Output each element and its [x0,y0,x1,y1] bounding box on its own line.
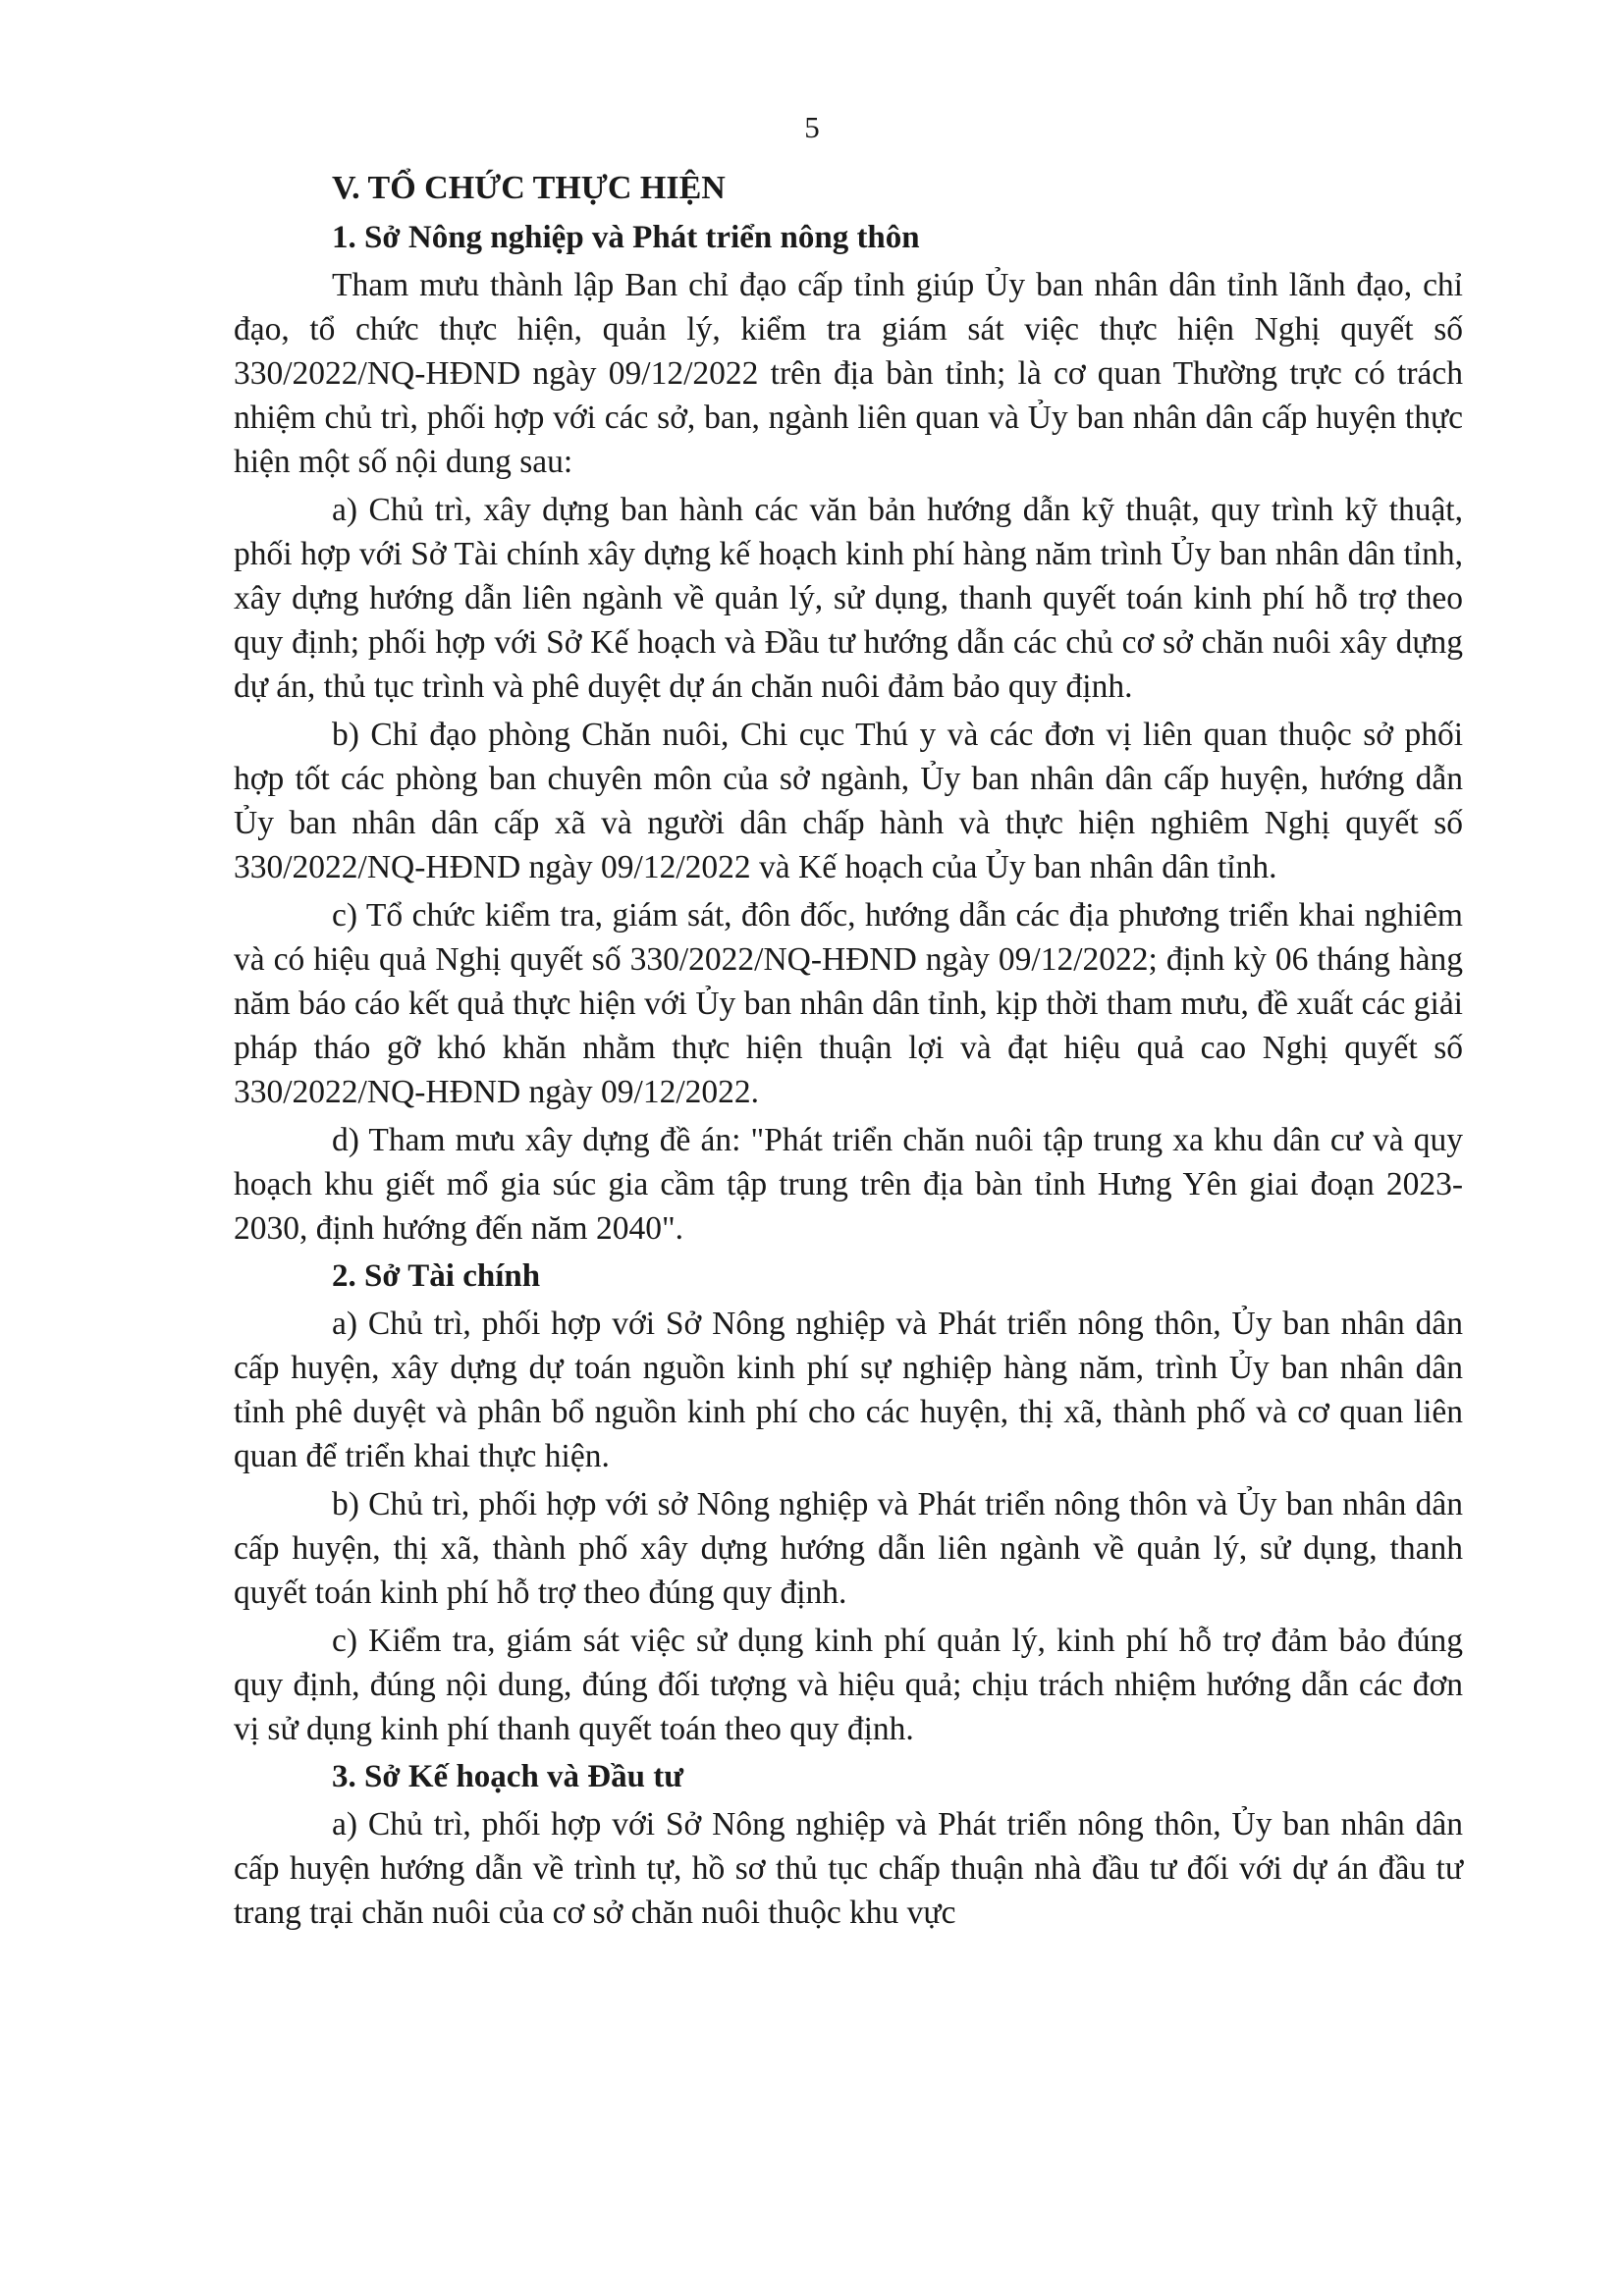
page-number: 5 [804,110,820,144]
section-2 [234,1255,1463,1751]
section-3 [234,1755,1463,1935]
paragraph: a) Chủ trì, phối hợp với Sở Nông nghiệp và Phát triển nông thôn, Ủy ban nhân dân cấp huyện, xây dựng dự toán nguồn kinh phí sự nghiệp hàng năm, trình Ủy ban nhân dân tỉnh phê duyệt và phân bổ nguồn kinh phí cho các huyện, thị xã, thành phố và cơ quan liên quan để triển khai thực hiện. [234,1306,1463,1474]
paragraph: a) Chủ trì, xây dựng ban hành các văn bản hướng dẫn kỹ thuật, quy trình kỹ thuật, phối hợp với Sở Tài chính xây dựng kế hoạch kinh phí hàng năm trình Ủy ban nhân dân tỉnh, xây dựng hướng dẫn liên ngành về quản lý, sử dụng, thanh quyết toán kinh phí hỗ trợ theo quy định; phối hợp với Sở Kế hoạch và Đầu tư hướng dẫn các chủ cơ sở chăn nuôi xây dựng dự án, thủ tục trình và phê duyệt dự án chăn nuôi đảm bảo quy định. [234,492,1463,705]
section-1 [234,216,1463,1251]
chapter-heading: V. TỔ CHỨC THỰC HIỆN [332,170,726,206]
paragraph: Tham mưu thành lập Ban chỉ đạo cấp tỉnh giúp Ủy ban nhân dân tỉnh lãnh đạo, chỉ đạo, tổ chức thực hiện, quản lý, kiểm tra giám sát việc thực hiện Nghị quyết số 330/2022/NQ-HĐND ngày 09/12/2022 trên địa bàn tỉnh; là cơ quan Thường trực có trách nhiệm chủ trì, phối hợp với các sở, ban, ngành liên quan và Ủy ban nhân dân cấp huyện thực hiện một số nội dung sau: [234,267,1463,480]
paragraph: c) Kiểm tra, giám sát việc sử dụng kinh phí quản lý, kinh phí hỗ trợ đảm bảo đúng quy định, đúng nội dung, đúng đối tượng và hiệu quả; chịu trách nhiệm hướng dẫn các đơn vị sử dụng kinh phí thanh quyết toán theo quy định. [234,1623,1463,1747]
paragraph: b) Chỉ đạo phòng Chăn nuôi, Chi cục Thú y và các đơn vị liên quan thuộc sở phối hợp tốt các phòng ban chuyên môn của sở ngành, Ủy ban nhân dân cấp huyện, hướng dẫn Ủy ban nhân dân cấp xã và người dân chấp hành và thực hiện nghiêm Nghị quyết số 330/2022/NQ-HĐND ngày 09/12/2022 và Kế hoạch của Ủy ban nhân dân tỉnh. [234,717,1463,885]
document-body [234,165,1463,1935]
section-title: 2. Sở Tài chính [332,1258,541,1294]
paragraph: c) Tổ chức kiểm tra, giám sát, đôn đốc, hướng dẫn các địa phương triển khai nghiêm và có hiệu quả Nghị quyết số 330/2022/NQ-HĐND ngày 09/12/2022; định kỳ 06 tháng hàng năm báo cáo kết quả thực hiện với Ủy ban nhân dân tỉnh, kịp thời tham mưu, đề xuất các giải pháp tháo gỡ khó khăn nhằm thực hiện thuận lợi và đạt hiệu quả cao Nghị quyết số 330/2022/NQ-HĐND ngày 09/12/2022. [234,897,1463,1110]
section-title: 3. Sở Kế hoạch và Đầu tư [332,1759,684,1794]
paragraph: a) Chủ trì, phối hợp với Sở Nông nghiệp và Phát triển nông thôn, Ủy ban nhân dân cấp huyện hướng dẫn về trình tự, hồ sơ thủ tục chấp thuận nhà đầu tư đối với dự án đầu tư trang trại chăn nuôi của cơ sở chăn nuôi thuộc khu vực [234,1806,1463,1931]
paragraph: b) Chủ trì, phối hợp với sở Nông nghiệp và Phát triển nông thôn và Ủy ban nhân dân cấp huyện, thị xã, thành phố xây dựng hướng dẫn liên ngành về quản lý, sử dụng, thanh quyết toán kinh phí hỗ trợ theo đúng quy định. [234,1486,1463,1611]
paragraph: d) Tham mưu xây dựng đề án: "Phát triển chăn nuôi tập trung xa khu dân cư và quy hoạch khu giết mổ gia súc gia cầm tập trung trên địa bàn tỉnh Hưng Yên giai đoạn 2023-2030, định hướng đến năm 2040". [234,1122,1463,1247]
section-title: 1. Sở Nông nghiệp và Phát triển nông thôn [332,220,920,255]
